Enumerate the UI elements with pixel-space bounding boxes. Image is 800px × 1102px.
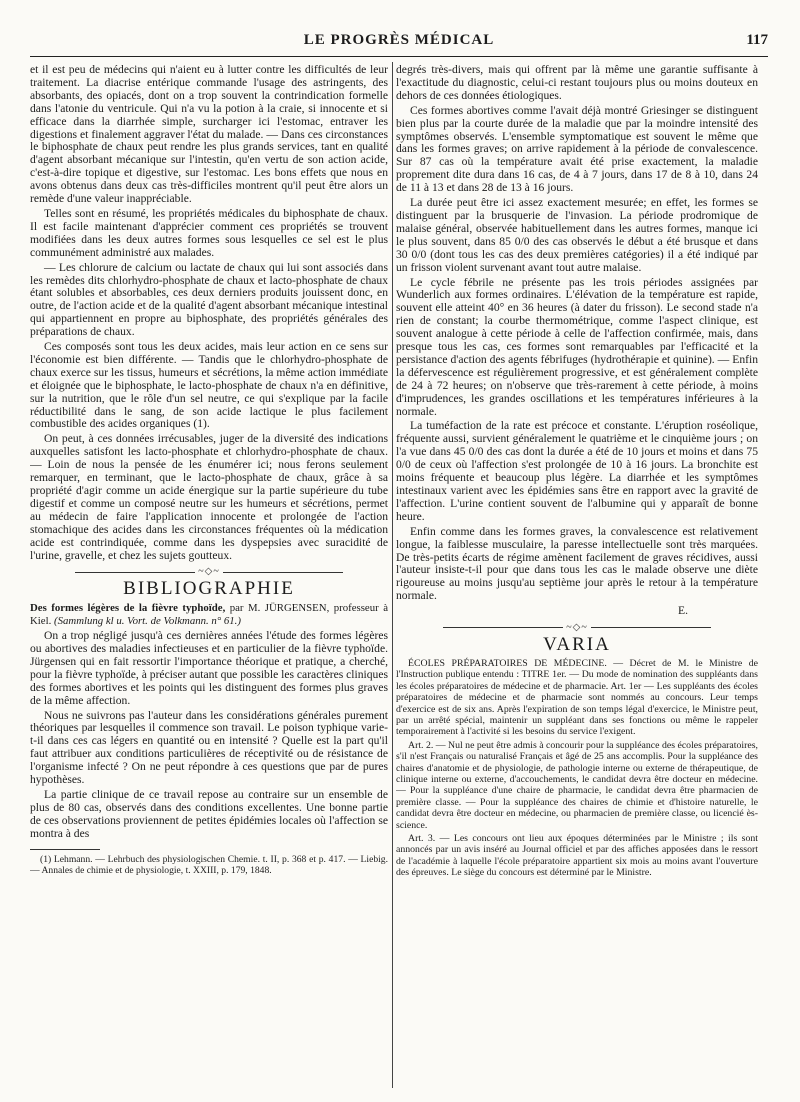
- paragraph: ÉCOLES PRÉPARATOIRES DE MÉDECINE. — Décret de M. le Ministre de l'Instruction publique entendu : TITRE 1er. — Du mode de nomination des suppléants dans les écoles préparatoires de médecine et de pharmacie. Art. 1er — Les suppléants des écoles préparatoires de médecine et de pharmacie sont nommés au concours. Leur temps d'exercice est de six ans. Après l'expiration de son temps légal d'exercice, le Ministre peut, par un arrêté spécial, maintenir un suppléant dans ses fonctions ou même le rappeler temporairement à l'activité si les besoins du service l'exigent.: [396, 657, 758, 738]
- section-title-varia: VARIA: [543, 633, 611, 655]
- signature: E.: [678, 604, 688, 618]
- page-header: [30, 30, 768, 57]
- paragraph: Nous ne suivrons pas l'auteur dans les considérations générales purement théoriques par lesquelles il commence son travail. Le poison typhique varie-t-il dans ces cas légers en quantité ou en intensité ? Quelle est la part qu'il faut attribuer aux conditions particulières de réceptivité ou de résistance de l'organisme infecté ? On ne peut répondre à ces questions que par de pures hypothèses.: [30, 708, 388, 787]
- paragraph: La tuméfaction de la rate est précoce et constante. L'éruption roséolique, fréquente aussi, survient généralement le quatrième et le cinquième jours ; on l'a vue dans 45 0/0 des cas dont la durée a été de 10 jours et moins et dans 75 0/0 de ceux où l'affection s'est prolongée de 10 à 16 jours. La bronchite est moins fréquente et beaucoup plus légère. La diarrhée et les symptômes intestinaux varient avec les épidémies sans être en rapport avec la gravité de l'affection. L'urine contient souvent de l'albumine qui y apparaît de bonne heure.: [396, 419, 758, 523]
- paragraph: Le cycle fébrile ne présente pas les trois périodes assignées par Wunderlich aux formes ordinaires. L'élévation de la température est rapide, souvent elle atteint 40° en 36 heures (à dater du frisson). Le second stade n'a rien de constant; la courbe thermométrique, comme l'aspect clinique, est souvent analogue à cette période à celle de l'affection confirmée, mais, dans presque tous les cas, ces formes sont remarquables par l'efficacité et la persistance d'action des agents fébrifuges (hydrothérapie et quinine). — Enfin la défervescence est régulièrement progressive, et est généralement complète de 24 à 72 heures; on n'observe que très-rarement à cette période, à moins d'imprudences, les grandes oscillations et les températures inférieures à la normale.: [396, 275, 758, 418]
- column-divider: [392, 62, 393, 1088]
- paragraph: On peut, à ces données irrécusables, juger de la diversité des indications auxquelles satisfont les lacto-phosphate et chlorhydro-phosphate de chaux. — Loin de nous la pensée de les énumérer ici; nous ferons seulement remarquer, en terminant, que le lacto-phosphate de chaux, grâce à sa propriété d'agir comme un acide énergique sur la partie supérieure du tube digestif et comme un composé neutre sur les humeurs et sécrétions, permet au médecin de faire l'application innocente et prolongée de l'action stomachique des acides dans les circonstances fréquentes où la médication acide est contrindiquée, comme dans les dyspepsies avec suracidité de l'urine, gravelle, et chez les sujets goutteux.: [30, 432, 388, 562]
- paragraph: — Les chlorure de calcium ou lactate de chaux qui lui sont associés dans les remèdes dits chlorhydro-phosphate de chaux et lacto-phosphate de chaux étant solubles et absorbables, ces deux derniers produits jouissent donc, en outre, de l'action acide et de la qualité d'agent absorbant mécanique intestinal qui appartiennent en propre au biphosphate, des propriétés générales des préparations de chaux.: [30, 260, 388, 339]
- paragraph: Ces formes abortives comme l'avait déjà montré Griesinger se distinguent bien plus par la courte durée de la maladie que par la moindre intensité des symptômes observés. L'ensemble symptomatique est souvent le même que dans les formes graves; on arrive rapidement à la période de convalescence. Sur 87 cas où la température avait été prise exactement, la maladie proprement dite dura dans 16 cas, de 4 à 7 jours, dans 17 de 8 à 10, dans 24 de 11 à 13 et dans 28 de 13 à 16 jours.: [396, 103, 758, 195]
- left-column: [30, 64, 388, 1088]
- article-source: (Sammlung kl u. Vort. de Volkmann. n° 61.): [54, 614, 241, 627]
- article-title: Des formes légères de la fièvre typhoïde,: [30, 602, 226, 615]
- paragraph: Enfin comme dans les formes graves, la convalescence est relativement longue, la faiblesse musculaire, la paresse intellectuelle sont très marquées. De très-petits écarts de régime amènent facilement de graves récidives, aussi l'auteur insiste-t-il pour que dans tous les cas le malade observe une diète rigoureuse au moins jusqu'au septième jour après le retour à la température normale.: [396, 524, 758, 603]
- journal-title: LE PROGRÈS MÉDICAL: [303, 32, 495, 48]
- footnote-rule: [30, 849, 100, 850]
- section-title-bibliographie: BIBLIOGRAPHIE: [123, 578, 295, 600]
- article-author: par M. JÜRGENSEN, professeur à Kiel.: [30, 602, 388, 627]
- page-number: 117: [746, 32, 768, 48]
- paragraph: On a trop négligé jusqu'à ces dernières années l'étude des formes légères ou abortives des maladies infectieuses et en particulier de la fièvre typhoïde. Jürgensen qui en fait ressortir l'importance théorique et pratique, a cherché, pour la fièvre typhoïde, à préciser autant que possible les caractères cliniques des formes abortives et les points qui les distinguent des formes plus graves de la même affection.: [30, 629, 388, 707]
- right-column: [396, 64, 758, 1088]
- paragraph: Art. 2. — Nul ne peut être admis à concourir pour la suppléance des écoles préparatoires, s'il n'est Français ou naturalisé Français et âgé de 25 ans accomplis. Pour la suppléance des chaires d'anatomie et de physiologie, de pathologie interne ou externe de thérapeutique, de clinique interne ou externe, d'accouchements, le candidat devra être docteur en médecine. — Pour la suppléance d'une chaire de pharmacie, le candidat devra être pharmacien de première classe. — Pour la suppléance des chaires de chimie et d'histoire naturelle, le candidat devra être docteur en médecine, ou pharmacien de première classe, ou licencié ès-science.: [396, 739, 758, 831]
- section-ornament: ~◇~: [396, 622, 758, 635]
- article-heading: [30, 602, 388, 627]
- section-ornament: ~◇~: [30, 566, 388, 579]
- paragraph: La partie clinique de ce travail repose au contraire sur un ensemble de plus de 80 cas, observés dans des conditions excellentes. Une bonne partie de ces observations proviennent de petites épidémies locales où l'affection se montra à des: [30, 787, 388, 840]
- varia-block: [396, 658, 758, 879]
- paragraph: Art. 3. — Les concours ont lieu aux époques déterminées par le Ministre ; ils sont annoncés par un avis inséré au Journal officiel et par des affiches apposées dans le ressort de l'académie à laquelle l'école préparatoire appartient six mois au moins avant l'ouverture des épreuves. Le siège du concours est déterminé par le Ministre.: [396, 832, 758, 879]
- paragraph: Ces composés sont tous les deux acides, mais leur action en ce sens sur l'économie est bien différente. — Tandis que le chlorhydro-phosphate de chaux exerce sur les tissus, humeurs et sécrétions, la même action immédiate et éloignée que le biphosphate, le lacto-phosphate de chaux n'a en définitive, sur la nutrition, que le rôle d'un sel neutre, ce qui s'explique par la facile réductibilité dans le sang, de son acide lactique le plus facilement combustible des acides organiques (1).: [30, 340, 388, 431]
- paragraph: La durée peut être ici assez exactement mesurée; en effet, les formes se distinguent par la brusquerie de l'invasion. La période prodromique de malaise général, observée habituellement dans les autres formes, manque ici le plus souvent, dans 85 0/0 des cas observés le début a été brusque et dans 30 0/0 (dont tous les cas des deux premières catégories) il a été indiqué par un frisson violent survenant avant tout autre malaise.: [396, 196, 758, 274]
- footnote: (1) Lehmann. — Lehrbuch des physiologischen Chemie. t. II, p. 368 et p. 417. — Liebig. — Annales de chimie et de physiologie, t. XXIII, p. 179, 1848.: [30, 853, 388, 876]
- paragraph: et il est peu de médecins qui n'aient eu à lutter contre les difficultés de leur traitement. La diacrise entérique commande l'usage des astringents, des absorbants, des opiacés, dont on a trop souvent la contrindication formelle dans l'atonie du ventricule. Qui n'a vu la potion à la craie, si innocente et si efficace dans la diarrhée simple, surcharger ici l'estomac, entraver les digestions et finalement aggraver l'état du malade. — Dans ces circonstances le biphosphate de chaux peut rendre les plus grands services, tant en qualité d'agent absorbant mécanique sur l'intestin, qu'en vertu de son action acide, c'est-à-dire topique et digestive, sur l'estomac. Les bons effets que nous en avons obtenus dans deux cas très-difficiles montrent qu'il peut être alors un remède d'une valeur inappréciable.: [30, 64, 388, 206]
- paragraph: degrés très-divers, mais qui offrent par là même une garantie suffisante à l'exactitude du diagnostic, celui-ci restant toujours plus ou moins douteux en dehors de ces données étiologiques.: [396, 64, 758, 102]
- paragraph: Telles sont en résumé, les propriétés médicales du biphosphate de chaux. Il est facile maintenant d'apprécier comment ces propriétés se trouvent modifiées dans les deux autres formes sous lesquelles ce sel est le plus communément administré aux malades.: [30, 206, 388, 259]
